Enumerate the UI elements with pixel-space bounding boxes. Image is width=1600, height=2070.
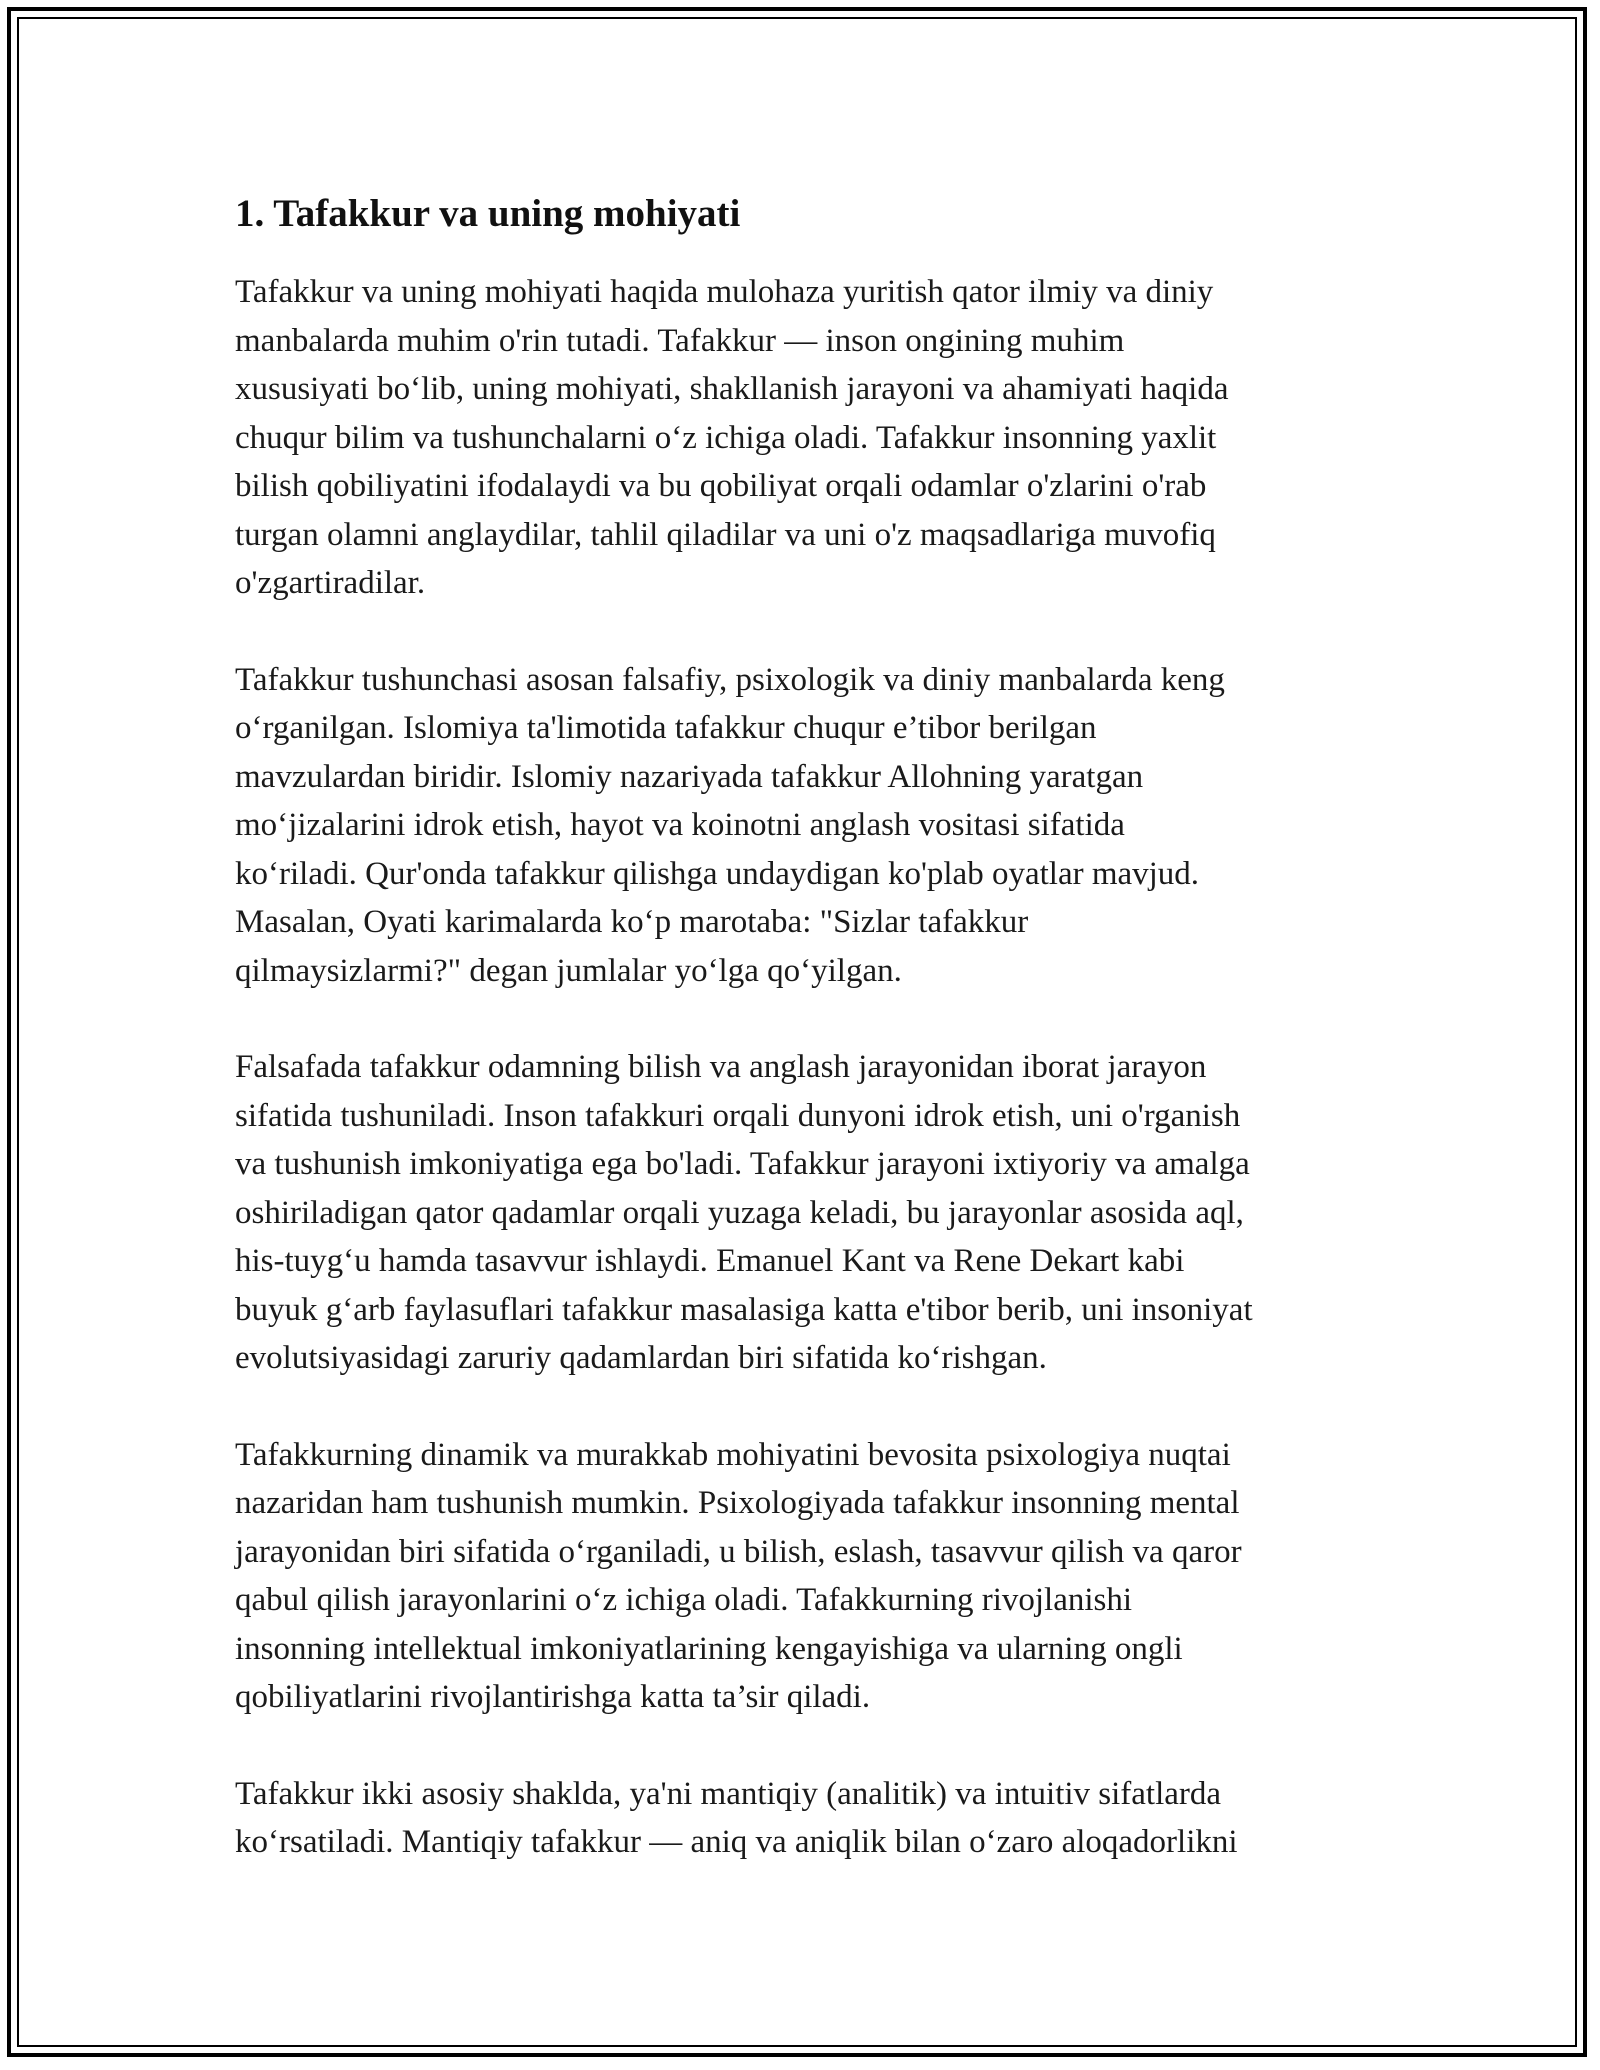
paragraph-line: ko‘rsatiladi. Mantiqiy tafakkur — aniq va aniqlik bilan o‘zaro aloqadorlikni: [235, 1824, 1238, 1860]
paragraph-line: qobiliyatlarini rivojlantirishga katta ta’sir qiladi.: [235, 1679, 871, 1715]
document-body: [235, 188, 1380, 1915]
section-heading: 1. Tafakkur va uning mohiyati: [235, 192, 741, 235]
paragraph-line: sifatida tushuniladi. Inson tafakkuri orqali dunyoni idrok etish, uni o'rganish: [235, 1097, 1241, 1134]
paragraph-line: xususiyati bo‘lib, uning mohiyati, shakllanish jarayoni va ahamiyati haqida: [235, 371, 1229, 407]
paragraph-line: oshiriladigan qator qadamlar orqali yuzaga keladi, bu jarayonlar asosida aql,: [235, 1194, 1244, 1231]
paragraph-line: Masalan, Oyati karimalarda ko‘p marotaba: "Sizlar tafakkur: [235, 904, 1029, 940]
paragraph-list: [235, 268, 1380, 1867]
paragraph-line: buyuk g‘arb faylasuflari tafakkur masalasiga katta e'tibor berib, uni insoniyat: [235, 1291, 1253, 1328]
paragraph-line: Falsafada tafakkur odamning bilish va anglash jarayonidan iborat jarayon: [235, 1049, 1207, 1085]
paragraph-line: insonning intellektual imkoniyatlarining kengayishiga va ularning ongli: [235, 1630, 1183, 1667]
paragraph-line: va tushunish imkoniyatiga ega bo'ladi. Tafakkur jarayoni ixtiyoriy va amalga: [235, 1146, 1250, 1182]
body-paragraph: [235, 1043, 1380, 1383]
paragraph-line: Tafakkur ikki asosiy shaklda, ya'ni mantiqiy (analitik) va intuitiv sifatlarda: [235, 1775, 1222, 1812]
body-paragraph: [235, 1431, 1380, 1722]
paragraph-line: mo‘jizalarini idrok etish, hayot va koinotni anglash vositasi sifatida: [235, 807, 1125, 843]
body-paragraph: [235, 1770, 1380, 1867]
paragraph-line: jarayonidan biri sifatida o‘rganiladi, u bilish, eslash, tasavvur qilish va qaror: [235, 1533, 1242, 1570]
paragraph-line: mavzulardan biridir. Islomiy nazariyada tafakkur Allohning yaratgan: [235, 758, 1144, 795]
paragraph-line: Tafakkurning dinamik va murakkab mohiyatini bevosita psixologiya nuqtai: [235, 1436, 1231, 1473]
paragraph-line: chuqur bilim va tushunchalarni o‘z ichiga oladi. Tafakkur insonning yaxlit: [235, 419, 1217, 456]
paragraph-line: Tafakkur tushunchasi asosan falsafiy, psixologik va diniy manbalarda keng: [235, 661, 1225, 698]
paragraph-line: qabul qilish jarayonlarini o‘z ichiga oladi. Tafakkurning rivojlanishi: [235, 1582, 1133, 1618]
paragraph-line: Tafakkur va uning mohiyati haqida mulohaza yuritish qator ilmiy va diniy: [235, 274, 1214, 310]
paragraph-line: evolutsiyasidagi zaruriy qadamlardan biri sifatida ko‘rishgan.: [235, 1340, 1047, 1376]
paragraph-line: bilish qobiliyatini ifodalaydi va bu qobiliyat orqali odamlar o'zlarini o'rab: [235, 468, 1207, 504]
paragraph-line: o‘rganilgan. Islomiya ta'limotida tafakkur chuqur e’tibor berilgan: [235, 710, 1097, 746]
body-paragraph: [235, 656, 1380, 996]
paragraph-line: his-tuyg‘u hamda tasavvur ishlaydi. Emanuel Kant va Rene Dekart kabi: [235, 1243, 1185, 1279]
body-paragraph: [235, 268, 1380, 608]
paragraph-line: turgan olamni anglaydilar, tahlil qiladilar va uni o'z maqsadlariga muvofiq: [235, 516, 1216, 553]
paragraph-line: manbalarda muhim o'rin tutadi. Tafakkur — inson ongining muhim: [235, 322, 1125, 359]
paragraph-line: qilmaysizlarmi?" degan jumlalar yo‘lga qo‘yilgan.: [235, 952, 902, 989]
paragraph-line: o'zgartiradilar.: [235, 565, 426, 601]
paragraph-line: nazaridan ham tushunish mumkin. Psixologiyada tafakkur insonning mental: [235, 1485, 1240, 1521]
paragraph-line: ko‘riladi. Qur'onda tafakkur qilishga undaydigan ko'plab oyatlar mavjud.: [235, 855, 1200, 892]
